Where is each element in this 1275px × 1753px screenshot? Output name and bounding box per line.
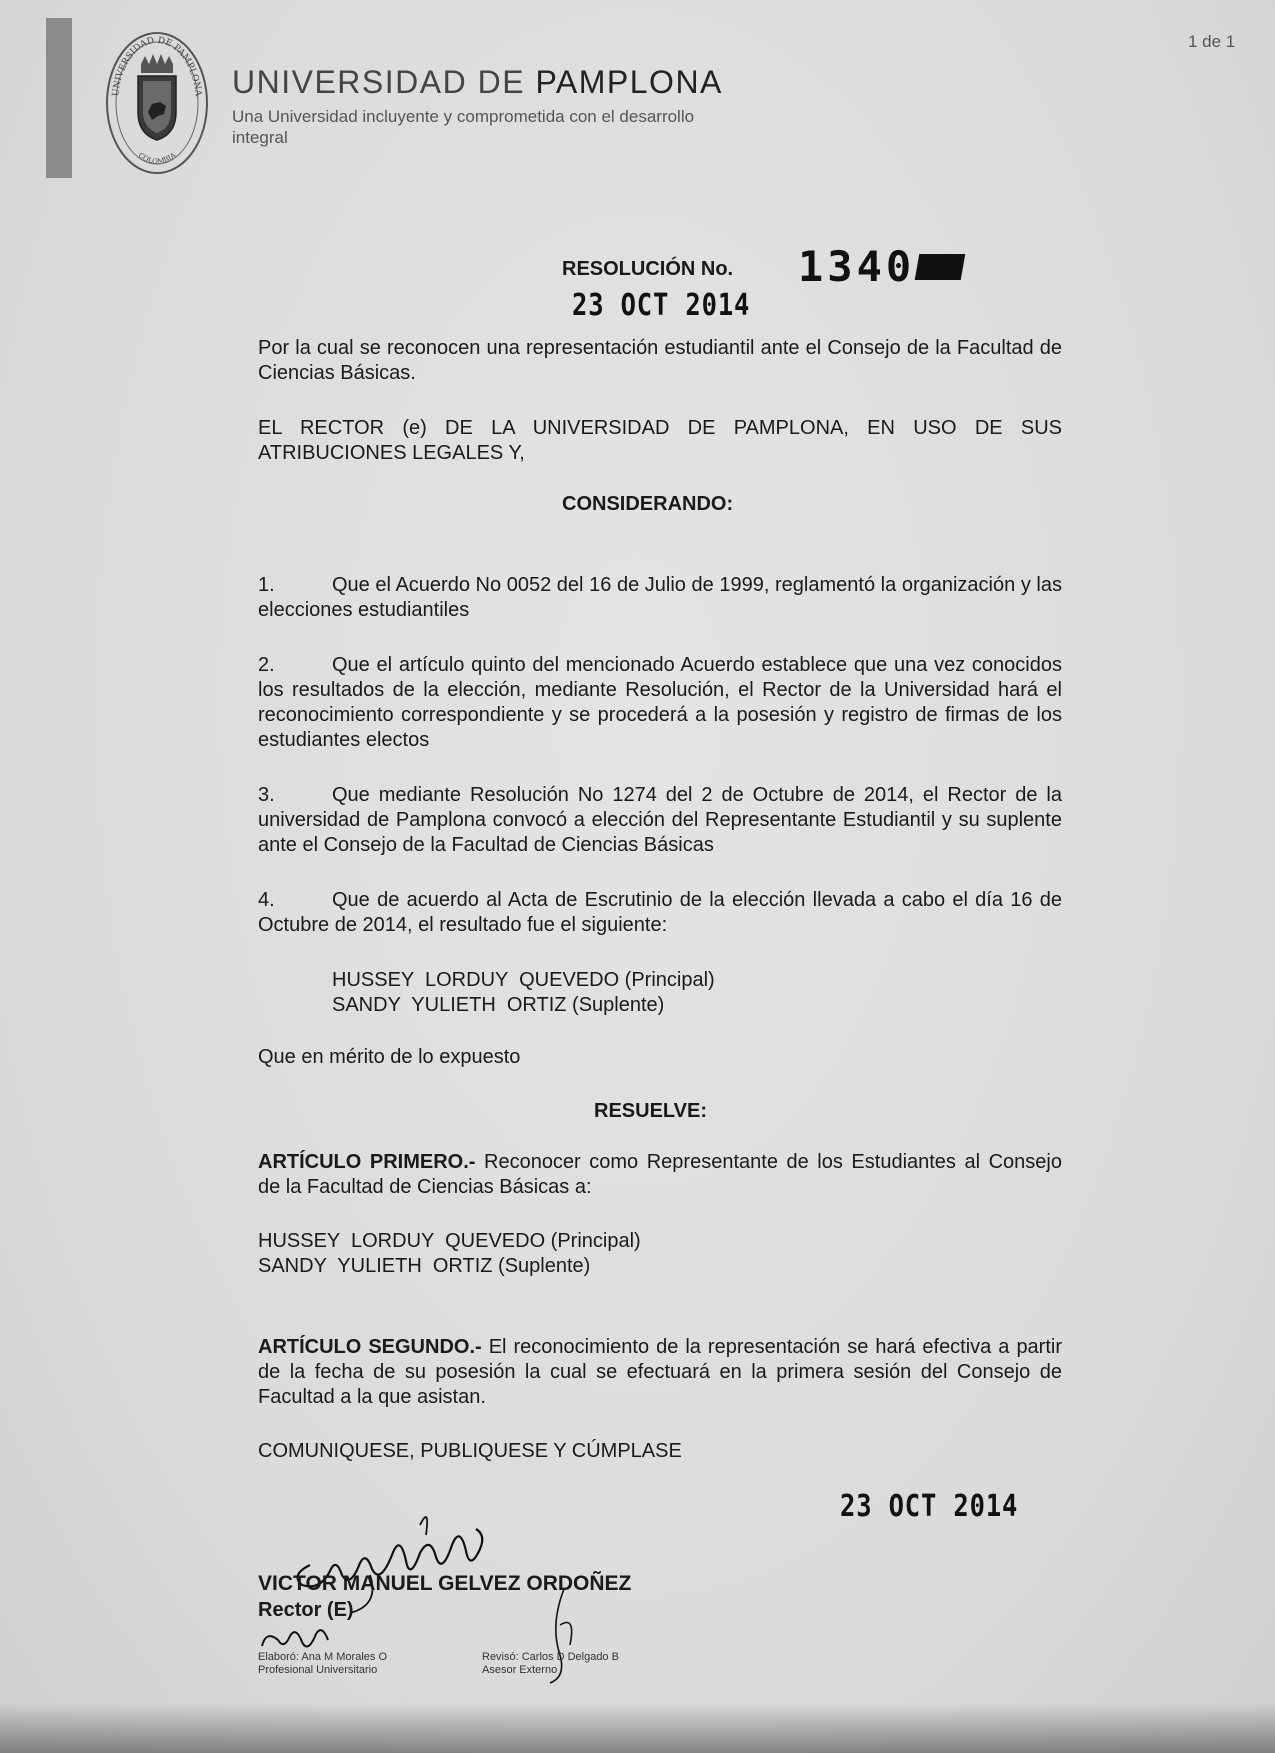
- article-one-label: ARTÍCULO PRIMERO.-: [258, 1151, 476, 1173]
- reviewed-by-role: Asesor Externo: [482, 1664, 558, 1676]
- closing-date-stamp: 23 OCT 2014: [840, 1489, 1019, 1524]
- consideration-number: 1.: [258, 574, 275, 596]
- resolves-heading: RESUELVE:: [594, 1100, 707, 1122]
- resolution-label: RESOLUCIÓN No.: [562, 258, 734, 280]
- svg-text:COLOMBIA: COLOMBIA: [136, 151, 178, 166]
- elected-list: [332, 968, 715, 1018]
- consideration-text: Que de acuerdo al Acta de Escrutinio de la elección llevada a cabo el día 16 de Octubre de 2014, el resultado fue el siguiente:: [258, 889, 1062, 936]
- recognized-list: [258, 1229, 641, 1279]
- consideration-text: Que el artículo quinto del mencionado Acuerdo establece que una vez conocidos los resultados de la elección, mediante Resolución, el Rector de la Universidad hará el reconocimiento correspondiente y se procederá a la posesión y registro de firmas de los estudiantes electos: [258, 654, 1062, 751]
- scan-shadow: [0, 1703, 1275, 1753]
- prepared-by-role: Profesional Universitario: [258, 1664, 378, 1676]
- ink-blot: [915, 254, 966, 280]
- considering-heading: CONSIDERANDO:: [562, 493, 734, 515]
- consideration-number: 3.: [258, 784, 275, 806]
- consideration-text: Que mediante Resolución No 1274 del 2 de Octubre de 2014, el Rector de la universidad de Pamplona convocó a elección del Representante Estudiantil y su suplente ante el Consejo de la Facultad de Ciencias Básicas: [258, 784, 1062, 856]
- intro-paragraph: Por la cual se reconocen una representación estudiantil ante el Consejo de la Facultad de Ciencias Básicas.: [258, 337, 1062, 384]
- article-two-label: ARTÍCULO SEGUNDO.-: [258, 1336, 482, 1358]
- prepared-by: [258, 1651, 387, 1677]
- university-name: UNIVERSIDAD DE PAMPLONA: [232, 64, 723, 100]
- signatory-name: VICTOR MANUEL GELVEZ ORDOÑEZ: [258, 1572, 632, 1595]
- resolution-date-stamp: 23 OCT 2014: [572, 288, 751, 323]
- consideration-item: [258, 888, 1062, 938]
- consideration-number: 4.: [258, 889, 275, 911]
- article-two-text: El reconocimiento de la representación se hará efectiva a partir de la fecha de su posesión la cual se efectuará en la primera sesión del Consejo de Facultad a la que asistan.: [258, 1336, 1063, 1408]
- university-tagline: Una Universidad incluyente y comprometida con el desarrollo integral: [232, 107, 695, 147]
- reviewed-by-label: Revisó: Carlos D Delgado B: [482, 1651, 619, 1663]
- elected-suplente: SANDY YULIETH ORTIZ (Suplente): [332, 994, 665, 1016]
- recognized-principal: HUSSEY LORDUY QUEVEDO (Principal): [258, 1230, 641, 1252]
- svg-text:UNIVERSIDAD DE PAMPLONA: UNIVERSIDAD DE PAMPLONA: [111, 35, 203, 97]
- signatory-role: Rector (E): [258, 1599, 354, 1621]
- consideration-item: [258, 783, 1062, 858]
- consideration-number: 2.: [258, 654, 275, 676]
- page-indicator: 1 de 1: [1188, 32, 1236, 51]
- article-one: [258, 1150, 1062, 1200]
- authority-paragraph: EL RECTOR (e) DE LA UNIVERSIDAD DE PAMPLONA, EN USO DE SUS ATRIBUCIONES LEGALES Y,: [258, 417, 1062, 464]
- recognized-suplente: SANDY YULIETH ORTIZ (Suplente): [258, 1255, 591, 1277]
- article-one-text: Reconocer como Representante de los Estudiantes al Consejo de la Facultad de Ciencias Básicas a:: [258, 1151, 1062, 1198]
- consideration-item: [258, 653, 1062, 753]
- header-side-bar: [46, 18, 72, 178]
- merit-line: Que en mérito de lo expuesto: [258, 1046, 521, 1068]
- prepared-by-label: Elaboró: Ana M Morales O: [258, 1651, 388, 1663]
- reviewed-by: [482, 1651, 619, 1677]
- university-seal-logo: [104, 30, 210, 176]
- consideration-text: Que el Acuerdo No 0052 del 16 de Julio de 1999, reglamentó la organización y las elecciones estudiantiles: [258, 574, 1062, 621]
- article-two: [258, 1335, 1062, 1410]
- elected-principal: HUSSEY LORDUY QUEVEDO (Principal): [332, 969, 715, 991]
- consideration-item: [258, 573, 1062, 623]
- closing-line: COMUNIQUESE, PUBLIQUESE Y CÚMPLASE: [258, 1440, 682, 1462]
- resolution-number: 1340: [798, 242, 916, 291]
